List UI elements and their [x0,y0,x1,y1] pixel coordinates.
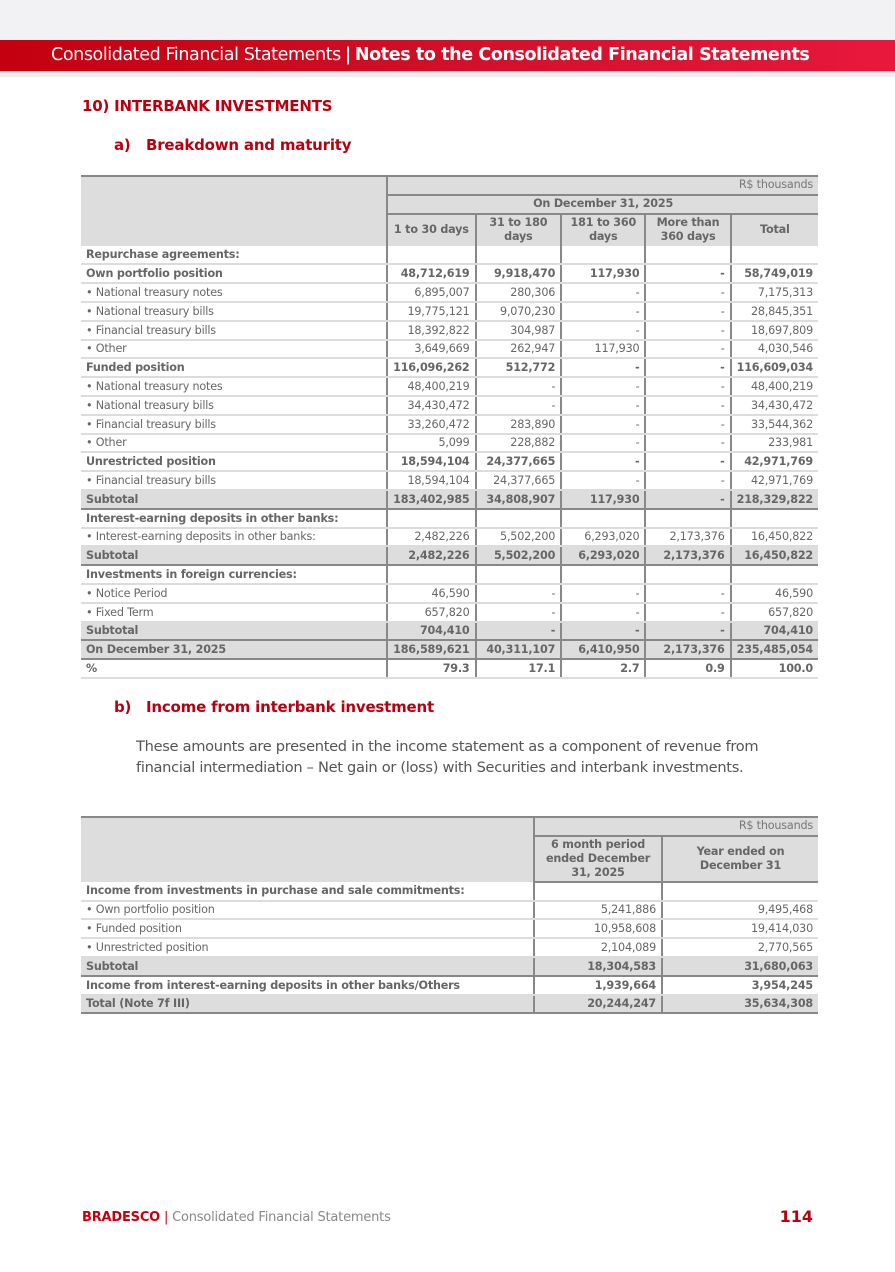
section-a-heading [114,136,351,154]
row-value: 235,485,054 [731,640,818,659]
row-value: - [561,415,645,434]
row-value: 24,377,665 [476,452,562,471]
row-value [731,246,818,265]
col-header: 1 to 30 days [387,214,475,246]
row-label: Subtotal [81,622,387,641]
row-label: • National treasury notes [81,283,387,302]
row-value: - [476,396,562,415]
row-value: 233,981 [731,434,818,453]
table-row [81,340,818,359]
row-value: 6,895,007 [387,283,475,302]
header-subsection: Notes to the Consolidated Financial Statements [354,45,810,65]
row-value [561,509,645,528]
row-value: 657,820 [387,603,475,622]
row-value: 3,954,245 [662,976,818,995]
table-row [81,640,818,659]
row-value: 17.1 [476,659,562,678]
table-row [81,358,818,377]
row-value: 34,430,472 [387,396,475,415]
row-value: 2,173,376 [645,528,730,547]
table-row [81,509,818,528]
row-label: Subtotal [81,490,387,509]
table-row [81,396,818,415]
row-value: 5,241,886 [534,901,662,920]
row-label: Investments in foreign currencies: [81,565,387,584]
row-label: • Interest-earning deposits in other banks: [81,528,387,547]
row-value: - [561,471,645,490]
row-value: 218,329,822 [731,490,818,509]
table-row [81,976,818,995]
row-value: - [476,603,562,622]
row-value: - [645,302,730,321]
row-value: 33,260,472 [387,415,475,434]
row-value: 42,971,769 [731,471,818,490]
row-value: - [645,358,730,377]
table-a-body [81,246,818,678]
table-row [81,603,818,622]
row-value: 280,306 [476,283,562,302]
row-label: • Unrestricted position [81,938,534,957]
row-value: 31,680,063 [662,957,818,976]
row-value: 48,400,219 [731,377,818,396]
row-label: • Fixed Term [81,603,387,622]
row-value: - [561,434,645,453]
row-value: - [645,603,730,622]
row-value: - [645,340,730,359]
row-value: 18,392,822 [387,321,475,340]
row-label: Subtotal [81,546,387,565]
table-row [81,471,818,490]
row-value: - [561,377,645,396]
row-value [387,509,475,528]
table-a-period: On December 31, 2025 [387,195,818,214]
row-value: - [645,264,730,283]
table-b-corner [81,817,534,882]
row-value: 9,918,470 [476,264,562,283]
page-number: 114 [779,1207,813,1226]
row-value: - [645,321,730,340]
row-value [387,246,475,265]
row-value: 34,430,472 [731,396,818,415]
section-a-label: a) [114,136,131,154]
row-value: - [561,452,645,471]
table-row [81,938,818,957]
row-label: • Financial treasury bills [81,471,387,490]
row-value: 34,808,907 [476,490,562,509]
table-b-body [81,882,818,1014]
table-row [81,919,818,938]
row-label: Income from interest-earning deposits in other banks/Others [81,976,534,995]
table-row [81,528,818,547]
col-header: 31 to 180 days [476,214,562,246]
row-value: 19,775,121 [387,302,475,321]
footer-brand: BRADESCO [82,1210,161,1225]
row-label: • National treasury bills [81,396,387,415]
row-value: 0.9 [645,659,730,678]
table-row [81,302,818,321]
row-value: - [561,302,645,321]
row-value: 24,377,665 [476,471,562,490]
row-value: 6,293,020 [561,528,645,547]
footer [82,1210,391,1225]
row-value: 6,293,020 [561,546,645,565]
row-value: 16,450,822 [731,528,818,547]
row-value: 183,402,985 [387,490,475,509]
row-label: % [81,659,387,678]
table-row [81,283,818,302]
footer-separator: | [163,1210,169,1225]
row-value: 79.3 [387,659,475,678]
row-label: Interest-earning deposits in other banks: [81,509,387,528]
row-label: • Other [81,340,387,359]
table-row [81,452,818,471]
row-value: 228,882 [476,434,562,453]
section-a-title: Breakdown and maturity [146,136,352,154]
row-value: - [561,321,645,340]
row-value [645,246,730,265]
col-header: More than 360 days [645,214,730,246]
row-value: 2,173,376 [645,640,730,659]
row-value: 20,244,247 [534,995,662,1014]
table-row [81,565,818,584]
note-title: 10) INTERBANK INVESTMENTS [82,97,333,115]
row-value: 9,495,468 [662,901,818,920]
row-value: 18,594,104 [387,471,475,490]
row-value: 35,634,308 [662,995,818,1014]
header-section: Consolidated Financial Statements [51,45,341,65]
row-value: 657,820 [731,603,818,622]
row-value: - [645,415,730,434]
row-value: 46,590 [731,584,818,603]
col-header: Total [731,214,818,246]
header-separator: | [344,45,351,65]
row-value: - [561,603,645,622]
col-header: Year ended on December 31 [662,836,818,882]
row-label: • Notice Period [81,584,387,603]
row-value: 19,414,030 [662,919,818,938]
row-label: Own portfolio position [81,264,387,283]
row-value: - [645,434,730,453]
row-label: Income from investments in purchase and sale commitments: [81,882,534,901]
row-value: 9,070,230 [476,302,562,321]
income-interbank-table [81,816,818,1014]
row-value: 2.7 [561,659,645,678]
row-value: 100.0 [731,659,818,678]
section-b-heading [114,698,434,716]
row-label: • Other [81,434,387,453]
row-value: 2,482,226 [387,528,475,547]
row-label: • National treasury bills [81,302,387,321]
row-value: 704,410 [387,622,475,641]
table-row [81,901,818,920]
row-value: 117,930 [561,340,645,359]
row-value: 6,410,950 [561,640,645,659]
row-value: 18,697,809 [731,321,818,340]
row-value: 10,958,608 [534,919,662,938]
header-shadow [0,71,895,77]
table-row [81,659,818,678]
table-row [81,546,818,565]
section-b-title: Income from interbank investment [146,698,434,716]
table-row [81,415,818,434]
row-value: 3,649,669 [387,340,475,359]
footer-text: Consolidated Financial Statements [172,1210,391,1225]
row-value: 18,594,104 [387,452,475,471]
row-value: 58,749,019 [731,264,818,283]
row-value: - [645,452,730,471]
row-value: 704,410 [731,622,818,641]
row-label: • Funded position [81,919,534,938]
row-label: Total (Note 7f III) [81,995,534,1014]
table-b-unit: R$ thousands [534,817,818,836]
row-value: 48,400,219 [387,377,475,396]
row-value: 116,096,262 [387,358,475,377]
row-value: - [561,358,645,377]
row-label: • Own portfolio position [81,901,534,920]
row-value [561,246,645,265]
row-value: 7,175,313 [731,283,818,302]
row-value: 40,311,107 [476,640,562,659]
row-value: - [476,622,562,641]
row-value [561,565,645,584]
row-value: 48,712,619 [387,264,475,283]
row-value: 5,502,200 [476,528,562,547]
row-value: 283,890 [476,415,562,434]
row-value [645,565,730,584]
row-value: 42,971,769 [731,452,818,471]
row-value: - [645,622,730,641]
row-value: 512,772 [476,358,562,377]
row-label: • National treasury notes [81,377,387,396]
section-b-paragraph: These amounts are presented in the income statement as a component of revenue from financial intermediation – Net gain or (loss) with Securities and interbank investments. [136,738,759,776]
breakdown-maturity-table [81,175,818,679]
row-value: 304,987 [476,321,562,340]
row-value: - [561,584,645,603]
table-row [81,490,818,509]
row-value: - [645,471,730,490]
row-value: 46,590 [387,584,475,603]
table-row [81,584,818,603]
row-value: 33,544,362 [731,415,818,434]
row-value: - [561,622,645,641]
row-value: 116,609,034 [731,358,818,377]
table-row [81,264,818,283]
table-a-unit: R$ thousands [387,176,818,195]
row-value [731,509,818,528]
row-value: 117,930 [561,264,645,283]
row-label: Repurchase agreements: [81,246,387,265]
row-label: On December 31, 2025 [81,640,387,659]
row-value: 2,104,089 [534,938,662,957]
page-header-band [0,40,895,71]
row-value: 4,030,546 [731,340,818,359]
table-a-corner [81,176,387,246]
row-value: - [476,584,562,603]
table-row [81,321,818,340]
row-value [387,565,475,584]
row-value [534,882,662,901]
row-value: 16,450,822 [731,546,818,565]
row-value: 28,845,351 [731,302,818,321]
row-value [476,246,562,265]
row-value: 18,304,583 [534,957,662,976]
row-value: - [645,490,730,509]
table-row [81,995,818,1014]
row-value: 5,099 [387,434,475,453]
row-label: Funded position [81,358,387,377]
section-b-label: b) [114,698,132,716]
table-row [81,434,818,453]
row-value: - [645,377,730,396]
row-value [476,509,562,528]
row-value: 5,502,200 [476,546,562,565]
row-value [731,565,818,584]
row-label: Subtotal [81,957,534,976]
table-row [81,622,818,641]
table-row [81,882,818,901]
row-value: - [645,283,730,302]
row-value: - [476,377,562,396]
table-row [81,246,818,265]
row-value [662,882,818,901]
row-value: 2,770,565 [662,938,818,957]
row-value: - [645,396,730,415]
row-value: - [561,283,645,302]
table-row [81,957,818,976]
row-value: 2,482,226 [387,546,475,565]
row-label: • Financial treasury bills [81,415,387,434]
row-value [645,509,730,528]
table-row [81,377,818,396]
col-header: 6 month period ended December 31, 2025 [534,836,662,882]
row-value: 186,589,621 [387,640,475,659]
row-label: Unrestricted position [81,452,387,471]
row-value: 2,173,376 [645,546,730,565]
row-value: 117,930 [561,490,645,509]
col-header: 181 to 360 days [561,214,645,246]
row-value: 1,939,664 [534,976,662,995]
row-value: - [561,396,645,415]
row-value [476,565,562,584]
row-label: • Financial treasury bills [81,321,387,340]
row-value: 262,947 [476,340,562,359]
top-margin [0,0,895,40]
row-value: - [645,584,730,603]
